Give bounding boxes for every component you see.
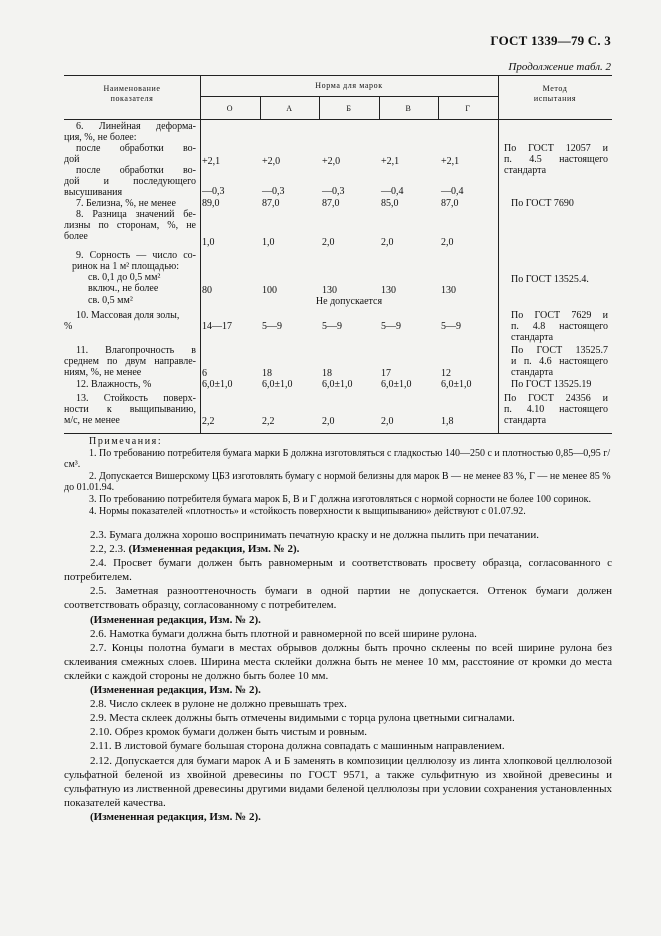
- row-9-name: 9. Сорность — число со- ринок на 1 м² площадью: св. 0,1 до 0,5 мм² включ., не более св. 0,5 мм²: [72, 250, 196, 306]
- value-r12-grade-2: 6,0±1,0: [262, 379, 293, 390]
- grade-header-g: Г: [465, 104, 471, 113]
- table-continuation-label: Продолжение табл. 2: [508, 61, 611, 73]
- page-header: ГОСТ 1339—79 С. 3: [490, 33, 611, 48]
- value-r9a-grade-4: 130: [381, 285, 396, 296]
- notes-title: Примечания:: [89, 436, 163, 447]
- table-notes: [64, 436, 612, 517]
- note-3: 3. По требованию потребителя бумага марок Б, В и Г должна изготовляться с нормой сорности не более 100 соринок.: [89, 493, 592, 505]
- row-12-method: По ГОСТ 13525.19: [511, 379, 592, 390]
- row-6-name: 6. Линейная деформа- ция, %, не более: после обработки во- дой после обработки во- дой и последующего высушивания: [64, 121, 196, 198]
- value-r12-grade-3: 6,0±1,0: [322, 379, 353, 390]
- row-13-method: По ГОСТ 24356 и п. 4.10 настоящего стандарта: [504, 393, 608, 426]
- row-7-name: 7. Белизна, %, не менее: [76, 198, 176, 209]
- note-2: 2. Допускается Вишерскому ЦБЗ изготовлять бумагу с нормой белизны для марок В — не менее 83 %, Г — не менее 85 % до 01.01.94.: [64, 470, 611, 494]
- row-10-name: 10. Массовая доля золы, %: [64, 310, 180, 332]
- amendment-2-5: (Измененная редакция, Изм. № 2).: [90, 613, 261, 626]
- note-1: 1. По требованию потребителя бумага марки Б должна изготовляться с гладкостью 140—250 с и плотностью 0,85—0,95 г/см³.: [64, 447, 611, 471]
- note-4: 4. Нормы показателей «плотность» и «стойкость поверхности к выщипыванию» действуют с 01.07.92.: [89, 505, 526, 517]
- value-r11-grade-2: 18: [262, 368, 272, 379]
- clause-2-11: 2.11. В листовой бумаге большая сторона должна совпадать с машинным направлением.: [90, 740, 505, 753]
- value-r11-grade-4: 17: [381, 368, 391, 379]
- value-r11-grade-3: 18: [322, 368, 332, 379]
- row-11-method: По ГОСТ 13525.7 и п. 4.6 настоящего стандарта: [511, 345, 608, 378]
- value-r13-grade-4: 2,0: [381, 416, 394, 427]
- value-r8-grade-1: 1,0: [202, 237, 215, 248]
- row-9-not-allowed: Не допускается: [315, 296, 383, 307]
- value-r9a-grade-3: 130: [322, 285, 337, 296]
- value-r7-grade-1: 89,0: [202, 198, 220, 209]
- value-r8-grade-2: 1,0: [262, 237, 275, 248]
- value-r6a-grade-2: +2,0: [262, 156, 281, 167]
- row-7-method: По ГОСТ 7690: [511, 198, 574, 209]
- value-r10-grade-3: 5—9: [322, 321, 342, 332]
- value-r7-grade-4: 85,0: [381, 198, 399, 209]
- grade-header-a: А: [286, 104, 293, 113]
- value-r12-grade-5: 6,0±1,0: [441, 379, 472, 390]
- body-text: [64, 528, 612, 824]
- value-r10-grade-4: 5—9: [381, 321, 401, 332]
- amendment-2-2-2-3: 2.2, 2.3. (Измененная редакция, Изм. № 2).: [90, 543, 300, 556]
- value-r9a-grade-2: 100: [262, 285, 277, 296]
- clause-2-10: 2.10. Обрез кромок бумаги должен быть чистым и ровным.: [90, 726, 368, 739]
- value-r6a-grade-4: +2,1: [381, 156, 400, 167]
- value-r13-grade-1: 2,2: [202, 416, 215, 427]
- value-r12-grade-1: 6,0±1,0: [202, 379, 233, 390]
- column-header-method: Метод испытания: [533, 84, 577, 103]
- properties-table: [64, 75, 612, 433]
- row-8-name: 8. Разница значений бе- лизны по сторонам, %, не более: [64, 209, 196, 242]
- value-r12-grade-4: 6,0±1,0: [381, 379, 412, 390]
- column-header-norm: Норма для марок: [315, 81, 383, 90]
- column-header-name: Наименование показателя: [103, 84, 161, 103]
- clause-2-3: 2.3. Бумага должна хорошо воспринимать печатную краску и не должна пылить при печатании.: [90, 529, 539, 541]
- value-r6a-grade-1: +2,1: [202, 156, 221, 167]
- grade-header-v: В: [405, 104, 412, 113]
- clause-2-8: 2.8. Число склеек в рулоне не должно превышать трех.: [90, 698, 347, 711]
- clause-2-7: 2.7. Концы полотна бумаги в местах обрывов должны быть прочно склеены по всей ширине рулона без склеивания смежных слоев. Ширина места склейки должна быть не менее 10 мм, расстояние от кромки до места склейки с каждой стороны не должно быть более 10 мм.: [64, 641, 612, 682]
- value-r6b-grade-1: —0,3: [202, 186, 225, 197]
- clause-2-5: 2.5. Заметная разнооттеночность бумаги в одной партии не допускается. Оттенок бумаги должен соответствовать образцу, согласованному с потребителем.: [64, 585, 612, 612]
- value-r13-grade-2: 2,2: [262, 416, 275, 427]
- clause-2-12: 2.12. Допускается для бумаги марок А и Б заменять в композиции целлюлозу из линта хлопковой целлюлозой сульфатной беленой из хвойной древесины по ГОСТ 9571, а также сульфитную из хвойной древесины и сульфатную из лиственной древесины другими видами беленой целлюлозы при условии сохранения установленных показателей качества.: [64, 754, 612, 809]
- amendment-2-12: (Измененная редакция, Изм. № 2).: [90, 810, 261, 823]
- value-r11-grade-1: 6: [202, 368, 207, 379]
- value-r6a-grade-3: +2,0: [322, 156, 341, 167]
- value-r10-grade-1: 14—17: [202, 321, 232, 332]
- value-r8-grade-4: 2,0: [381, 237, 394, 248]
- value-r9a-grade-5: 130: [441, 285, 456, 296]
- value-r9a-grade-1: 80: [202, 285, 212, 296]
- value-r7-grade-5: 87,0: [441, 198, 459, 209]
- value-r6b-grade-2: —0,3: [262, 186, 285, 197]
- value-r13-grade-3: 2,0: [322, 416, 335, 427]
- amendment-2-7: (Измененная редакция, Изм. № 2).: [90, 684, 261, 697]
- value-r13-grade-5: 1,8: [441, 416, 454, 427]
- row-11-name: 11. Влагопрочность в среднем по двум направле- ниям, %, не менее: [64, 345, 196, 378]
- value-r10-grade-5: 5—9: [441, 321, 461, 332]
- row-12-name: 12. Влажность, %: [76, 379, 152, 390]
- row-9-method: По ГОСТ 13525.4.: [511, 274, 589, 285]
- value-r8-grade-3: 2,0: [322, 237, 335, 248]
- clause-2-9: 2.9. Места склеек должны быть отмечены видимыми с торца рулона цветными сигналами.: [90, 712, 515, 725]
- value-r7-grade-3: 87,0: [322, 198, 340, 209]
- value-r8-grade-5: 2,0: [441, 237, 454, 248]
- clause-2-6: 2.6. Намотка бумаги должна быть плотной и равномерной по всей ширине рулона.: [90, 627, 477, 640]
- grade-header-b: Б: [346, 104, 352, 113]
- clause-2-4: 2.4. Просвет бумаги должен быть равномерным и соответствовать просвету образца, согласованного с потребителем.: [64, 557, 612, 584]
- row-6-method: По ГОСТ 12057 и п. 4.5 настоящего стандарта: [504, 143, 608, 176]
- value-r7-grade-2: 87,0: [262, 198, 280, 209]
- value-r6b-grade-5: —0,4: [441, 186, 464, 197]
- value-r6a-grade-5: +2,1: [441, 156, 460, 167]
- value-r6b-grade-3: —0,3: [322, 186, 345, 197]
- value-r6b-grade-4: —0,4: [381, 186, 404, 197]
- row-10-method: По ГОСТ 7629 и п. 4.8 настоящего стандарта: [511, 310, 608, 343]
- value-r11-grade-5: 12: [441, 368, 451, 379]
- grade-header-o: О: [226, 104, 234, 113]
- value-r10-grade-2: 5—9: [262, 321, 282, 332]
- row-13-name: 13. Стойкость поверх- ности к выщипыванию, м/с, не менее: [64, 393, 196, 426]
